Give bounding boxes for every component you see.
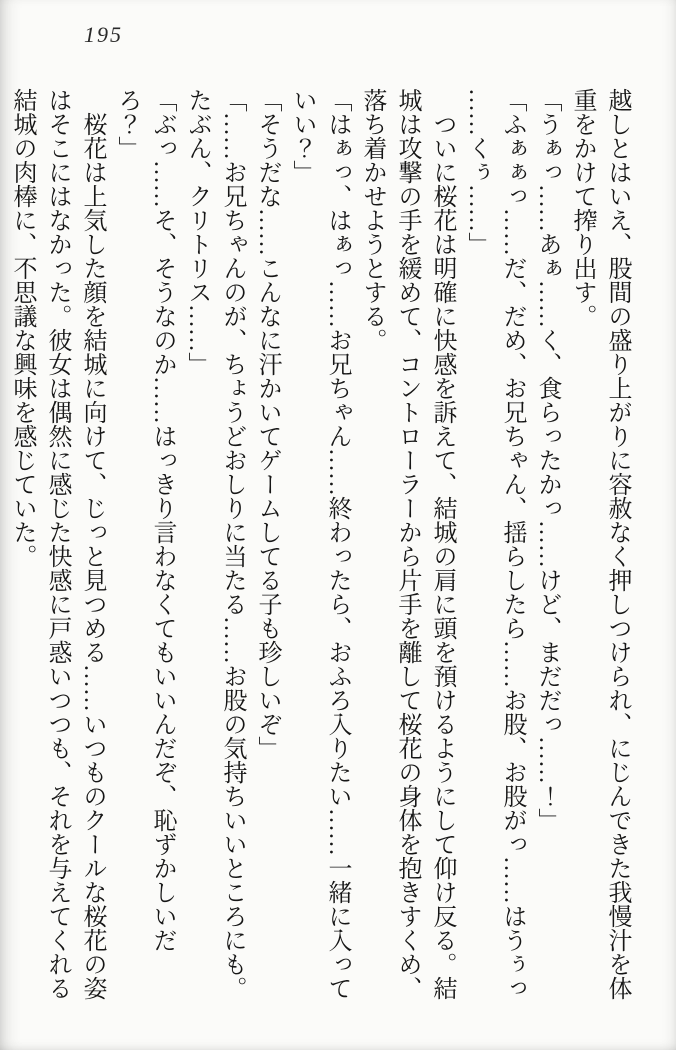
page-number: 195: [84, 22, 123, 47]
text-line: 重をかけて搾り出す。: [569, 88, 595, 328]
text-line-dialogue: 「そうだな……こんなに汗かいてゲームしてる子も珍しいぞ」: [254, 88, 280, 760]
text-line: 城は攻撃の手を緩めて、コントローラーから片手を離して桜花の身体を抱きすくめ、: [394, 88, 420, 1000]
text-line-dialogue: 「はぁっ、はぁっ……お兄ちゃん……終わったら、おふろ入りたい……一緒に入って: [324, 88, 350, 1000]
text-line-dialogue: 「……お兄ちゃんのが、ちょうどおしりに当たる……お股の気持ちいいところにも。: [219, 88, 245, 1000]
text-line-dialogue: 「うぁっ……あぁ……く、食らったかっ……けど、まだだっ……！」: [534, 88, 560, 832]
text-body: [4, 88, 634, 1010]
text-line-dialogue: いい？」: [289, 88, 315, 184]
text-line: 落ち着かせようとする。: [359, 88, 385, 352]
text-line-dialogue: たぶん、クリトリス……」: [184, 88, 210, 376]
text-line-paragraph-start: ついに桜花は明確に快感を訴えて、結城の肩に頭を預けるようにして仰け反る。結: [429, 112, 455, 1000]
text-line-paragraph-start: 桜花は上気した顔を結城に向けて、じっと見つめる……いつものクールな桜花の姿: [79, 112, 105, 1000]
text-line-dialogue: ……くぅ……」: [464, 88, 490, 256]
text-line: 結城の肉棒に、不思議な興味を感じていた。: [9, 88, 35, 568]
text-line-dialogue: 「ぶっ……そ、そうなのか……はっきり言わなくてもいいんだぞ、恥ずかしいだろ？」: [114, 88, 175, 952]
text-line-dialogue: 「ふぁぁっ……だ、だめ、お兄ちゃん、揺らしたら……お股、お股がっ……はうぅっ: [499, 88, 525, 1000]
text-line: 越しとはいえ、股間の盛り上がりに容赦なく押しつけられ、にじんできた我慢汁を体: [604, 88, 630, 1000]
text-line: はそこにはなかった。彼女は偶然に感じた快感に戸惑いつつも、それを与えてくれる: [44, 88, 70, 1000]
